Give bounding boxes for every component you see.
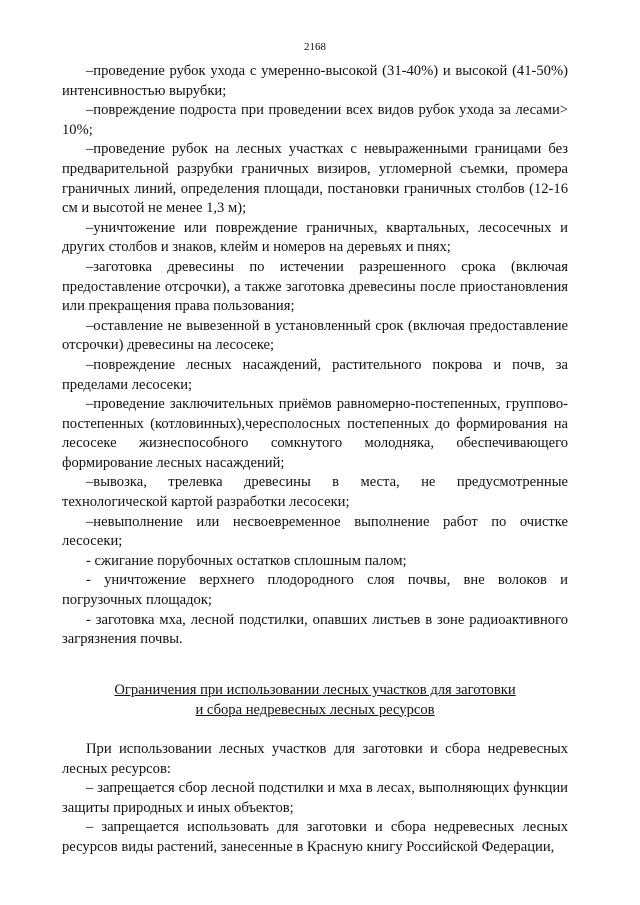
list-item: –проведение рубок ухода с умеренно-высокой (31-40%) и высокой (41-50%) интенсивностью вырубки; [62,63,568,99]
section-heading [62,681,568,720]
list-item: – запрещается сбор лесной подстилки и мха в лесах, выполняющих функции защиты природных и иных объектов; [62,780,568,816]
list-item: –невыполнение или несвоевременное выполнение работ по очистке лесосеки; [62,513,568,550]
section-body [62,740,568,858]
list-item: –проведение рубок на лесных участках с невыраженными границами без предварительной разрубки граничных визиров, угломерной съемки, промера граничных линий, определения площади, постановки граничных столбов (12-16 см и высотой не менее 1,3 м); [62,141,568,217]
list-item: –уничтожение или повреждение граничных, квартальных, лесосечных и других столбов и знаков, клейм и номеров на деревьях и пнях; [62,219,568,256]
list-item: –повреждение лесных насаждений, растительного покрова и почв, за пределами лесосеки; [62,356,568,393]
list-item: - заготовка мха, лесной подстилки, опавших листьев в зоне радиоактивного загрязнения почвы. [62,611,568,648]
violations-list [62,62,568,650]
list-item: – запрещается использовать для заготовки и сбора недревесных лесных ресурсов виды растений, занесенные в Красную книгу Российской Федерации, [62,819,568,855]
list-item: - уничтожение верхнего плодородного слоя почвы, вне волоков и погрузочных площадок; [62,572,568,609]
list-item: –заготовка древесины по истечении разрешенного срока (включая предоставление отсрочки), а также заготовка древесины после приостановления или прекращения права пользования; [62,258,568,315]
list-item: –повреждение подроста при проведении всех видов рубок ухода за лесами> 10%; [62,102,568,138]
section-heading-line-2: и сбора недревесных лесных ресурсов [195,701,435,718]
list-item: –оставление не вывезенной в установленный срок (включая предоставление отсрочки) древесины на лесосеке; [62,317,568,354]
paragraph: При использовании лесных участков для заготовки и сбора недревесных лесных ресурсов: [62,741,568,777]
list-item: - сжигание порубочных остатков сплошным палом; [86,552,407,569]
list-item: –вывозка, трелевка древесины в места, не предусмотренные технологической картой разработки лесосеки; [62,474,568,511]
section-heading-line-1: Ограничения при использовании лесных участков для заготовки [114,682,516,698]
list-item: –проведение заключительных приёмов равномерно-постепенных, группово-постепенных (котловинных),чересполосных постепенных до формирования на лесосеке жизнеспособного сомкнутого молодняка, обеспечивающего формирование лесных насаждений; [62,396,568,471]
page-number: 2168 [304,41,326,53]
